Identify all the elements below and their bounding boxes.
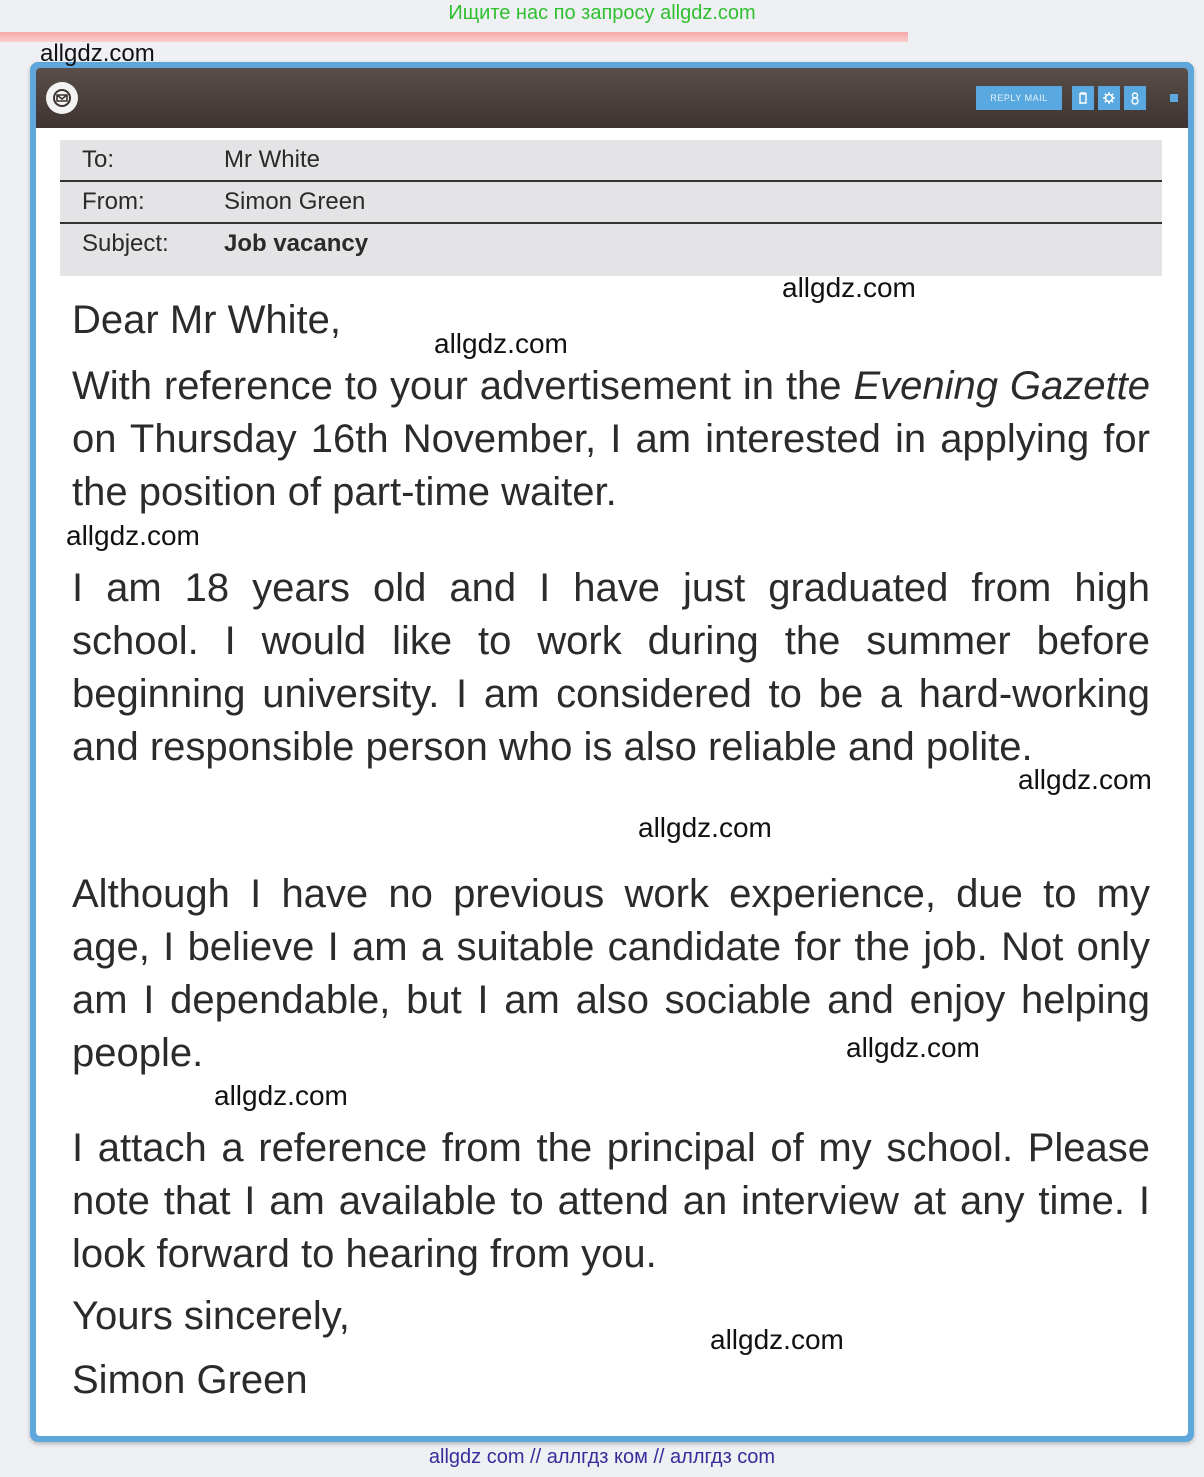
- p1-end: on Thursday 16th November, I am interested in applying for the position of part-time waiter.: [72, 417, 1150, 514]
- watermark: allgdz.com: [1018, 764, 1152, 795]
- letter-paragraph-3: Although I have no previous work experience, due to my age, I believe I am a suitable candidate for the job. Not only am I dependable, but I am also sociable and enjoy helping people.: [72, 872, 1150, 1075]
- titlebar: [36, 68, 1188, 128]
- letter-paragraph-4: I attach a reference from the principal of my school. Please note that I am available to attend an interview at any time. I look forward to hearing from you.: [72, 1126, 1150, 1276]
- newspaper-name: Evening Gazette: [853, 364, 1151, 408]
- bottom-links[interactable]: allgdz com // аллгдз ком // аллгдз com: [428, 1446, 776, 1468]
- window-control-icon[interactable]: [1170, 94, 1178, 102]
- gear-icon: [1102, 91, 1116, 105]
- to-label: To:: [82, 146, 115, 173]
- user-button[interactable]: [1124, 86, 1146, 110]
- trash-icon: [1076, 91, 1090, 105]
- subject-row: [62, 224, 1164, 264]
- email-window: [30, 62, 1194, 1442]
- watermark: allgdz.com: [638, 812, 772, 843]
- watermark: allgdz.com: [66, 520, 200, 551]
- to-row: [62, 140, 1164, 180]
- watermark: allgdz.com: [40, 40, 155, 67]
- watermark: allgdz.com: [214, 1080, 348, 1111]
- trash-button[interactable]: [1072, 86, 1094, 110]
- watermark: allgdz.com: [782, 272, 916, 303]
- letter-paragraph-2: I am 18 years old and I have just graduated from high school. I would like to work during the summer before beginning university. I am considered to be a hard-working and responsible person who is also reliable and polite.: [72, 566, 1150, 769]
- mail-icon[interactable]: [46, 82, 78, 114]
- user-icon: [1128, 91, 1142, 105]
- letter-signature: Simon Green: [72, 1358, 308, 1402]
- settings-button[interactable]: [1098, 86, 1120, 110]
- reply-mail-button[interactable]: REPLY MAIL: [976, 86, 1062, 110]
- header-divider: [60, 180, 1162, 182]
- p1-start: With reference to your advertisement in the: [72, 364, 854, 408]
- header-divider: [60, 222, 1162, 224]
- letter-greeting: Dear Mr White,: [72, 298, 341, 342]
- from-label: From:: [82, 188, 145, 215]
- watermark: allgdz.com: [846, 1032, 980, 1063]
- subject-label: Subject:: [82, 230, 169, 257]
- subject-value[interactable]: Job vacancy: [224, 230, 369, 257]
- email-header: [60, 140, 1162, 276]
- watermark: allgdz.com: [434, 328, 568, 359]
- from-row: [62, 182, 1164, 222]
- to-value[interactable]: Mr White: [224, 146, 320, 173]
- letter-closing: Yours sincerely,: [72, 1294, 350, 1338]
- email-window-inner: [36, 68, 1188, 1436]
- watermark: allgdz.com: [710, 1324, 844, 1355]
- from-value[interactable]: Simon Green: [224, 188, 366, 215]
- top-banner[interactable]: Ищите нас по запросу allgdz.com: [448, 2, 756, 24]
- letter-paragraph-1: [72, 360, 1150, 519]
